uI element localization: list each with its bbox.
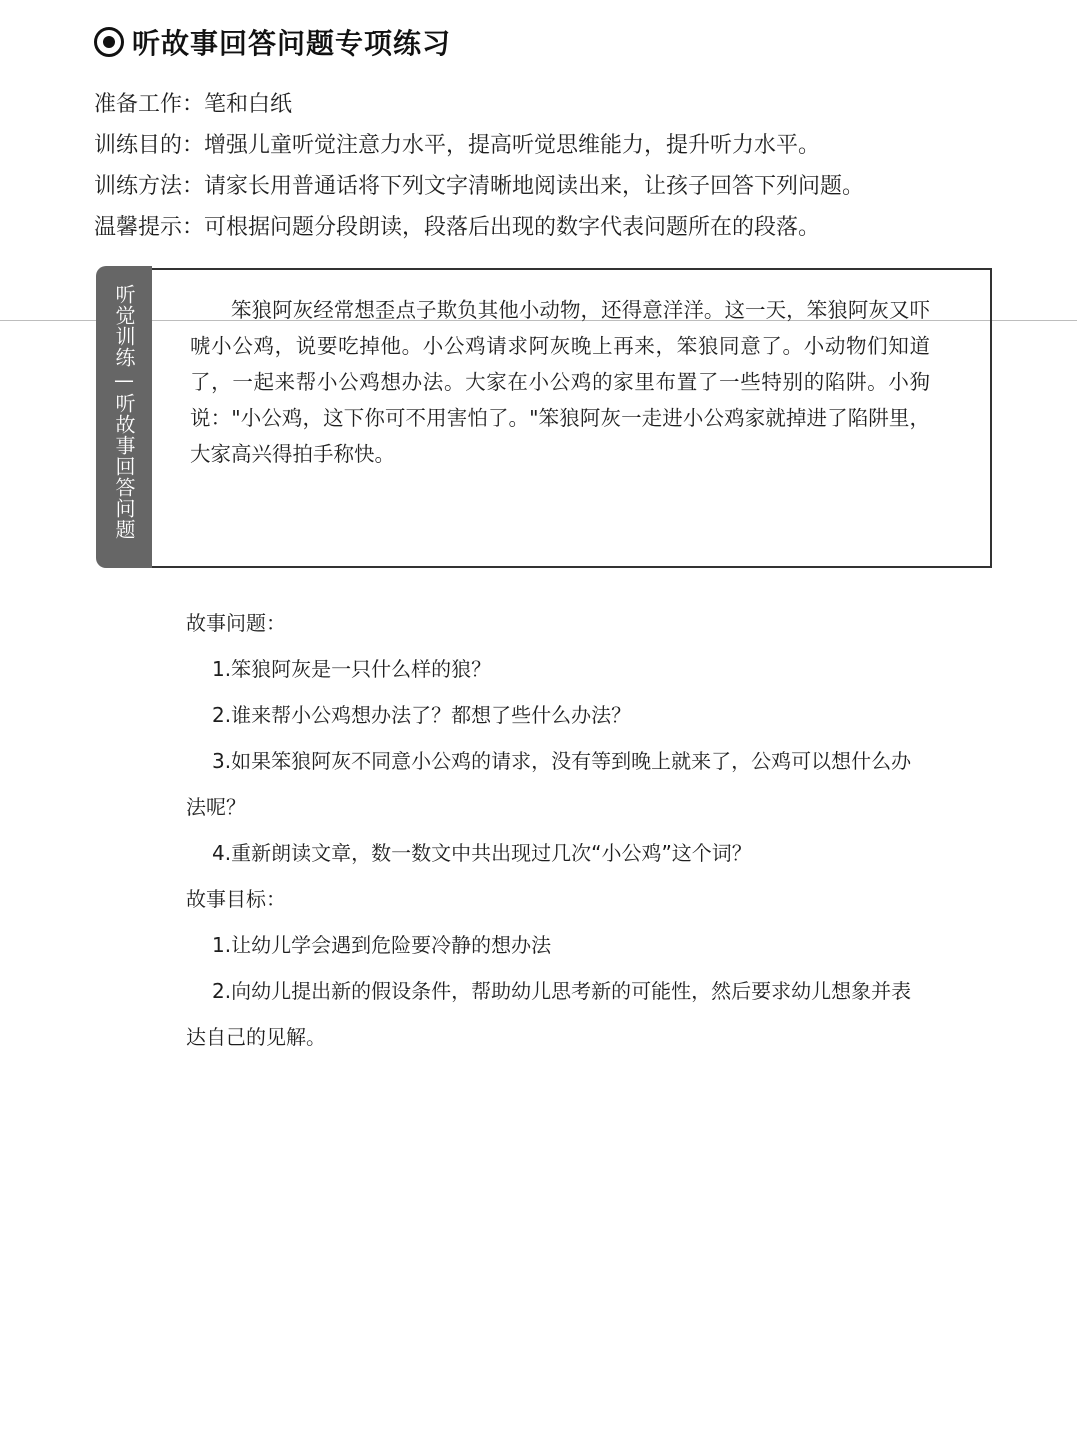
story-box: [96, 266, 992, 568]
prep-separator: ：: [182, 215, 205, 240]
bullet-circle-icon: [94, 27, 124, 57]
prep-text: 可根据问题分段朗读，段落后出现的数字代表问题所在的段落。: [204, 215, 821, 240]
prep-separator: ：: [182, 133, 205, 158]
prep-label: 准备工作: [94, 92, 183, 117]
prep-line-tip: [94, 207, 994, 248]
questions-heading: 故事问题：: [186, 611, 286, 635]
goal-item: 1.让幼儿学会遇到危险要冷静的想办法: [212, 933, 552, 957]
story-paragraph: 笨狼阿灰经常想歪点子欺负其他小动物，还得意洋洋。这一天，笨狼阿灰又吓唬小公鸡，说要吃掉他。小公鸡请求阿灰晚上再来，笨狼同意了。小动物们知道了，一起来帮小公鸡想办法。大家在小公鸡的家里布置了一些特别的陷阱。小狗说："小公鸡，这下你可不用害怕了。"笨狼阿灰一走进小公鸡家就掉进了陷阱里，大家高兴得拍手称快。: [190, 298, 930, 466]
question-item: 1.笨狼阿灰是一只什么样的狼？: [212, 657, 492, 681]
prep-separator: ：: [182, 92, 205, 117]
prep-label: 训练目的: [94, 133, 183, 158]
questions-section: [186, 600, 926, 1060]
question-item: 2.谁来帮小公鸡想办法了？都想了些什么办法？: [212, 703, 632, 727]
side-tab-label: 听觉训练—听故事回答问题: [112, 284, 136, 540]
question-item: 3.如果笨狼阿灰不同意小公鸡的请求，没有等到晚上就来了，公鸡可以想什么办法呢？: [186, 749, 912, 819]
prep-line-purpose: [94, 125, 994, 166]
prep-label: 训练方法: [94, 174, 183, 199]
goal-item: 2.向幼儿提出新的假设条件，帮助幼儿思考新的可能性，然后要求幼儿想象并表达自己的见解。: [186, 979, 912, 1049]
page-title-row: [94, 22, 451, 62]
prep-text: 请家长用普通话将下列文字清晰地阅读出来，让孩子回答下列问题。: [204, 174, 865, 199]
prep-text: 笔和白纸: [204, 92, 293, 117]
prep-line-method: [94, 166, 994, 207]
page-title: 听故事回答问题专项练习: [132, 27, 452, 60]
prep-line-materials: [94, 84, 994, 125]
preparation-section: [94, 84, 994, 248]
side-tab: [96, 266, 152, 568]
goals-heading: 故事目标：: [186, 887, 286, 911]
prep-text: 增强儿童听觉注意力水平，提高听觉思维能力，提升听力水平。: [204, 133, 821, 158]
question-item: 4.重新朗读文章，数一数文中共出现过几次“小公鸡”这个词？: [212, 841, 752, 865]
prep-label: 温馨提示: [94, 215, 183, 240]
prep-separator: ：: [182, 174, 205, 199]
